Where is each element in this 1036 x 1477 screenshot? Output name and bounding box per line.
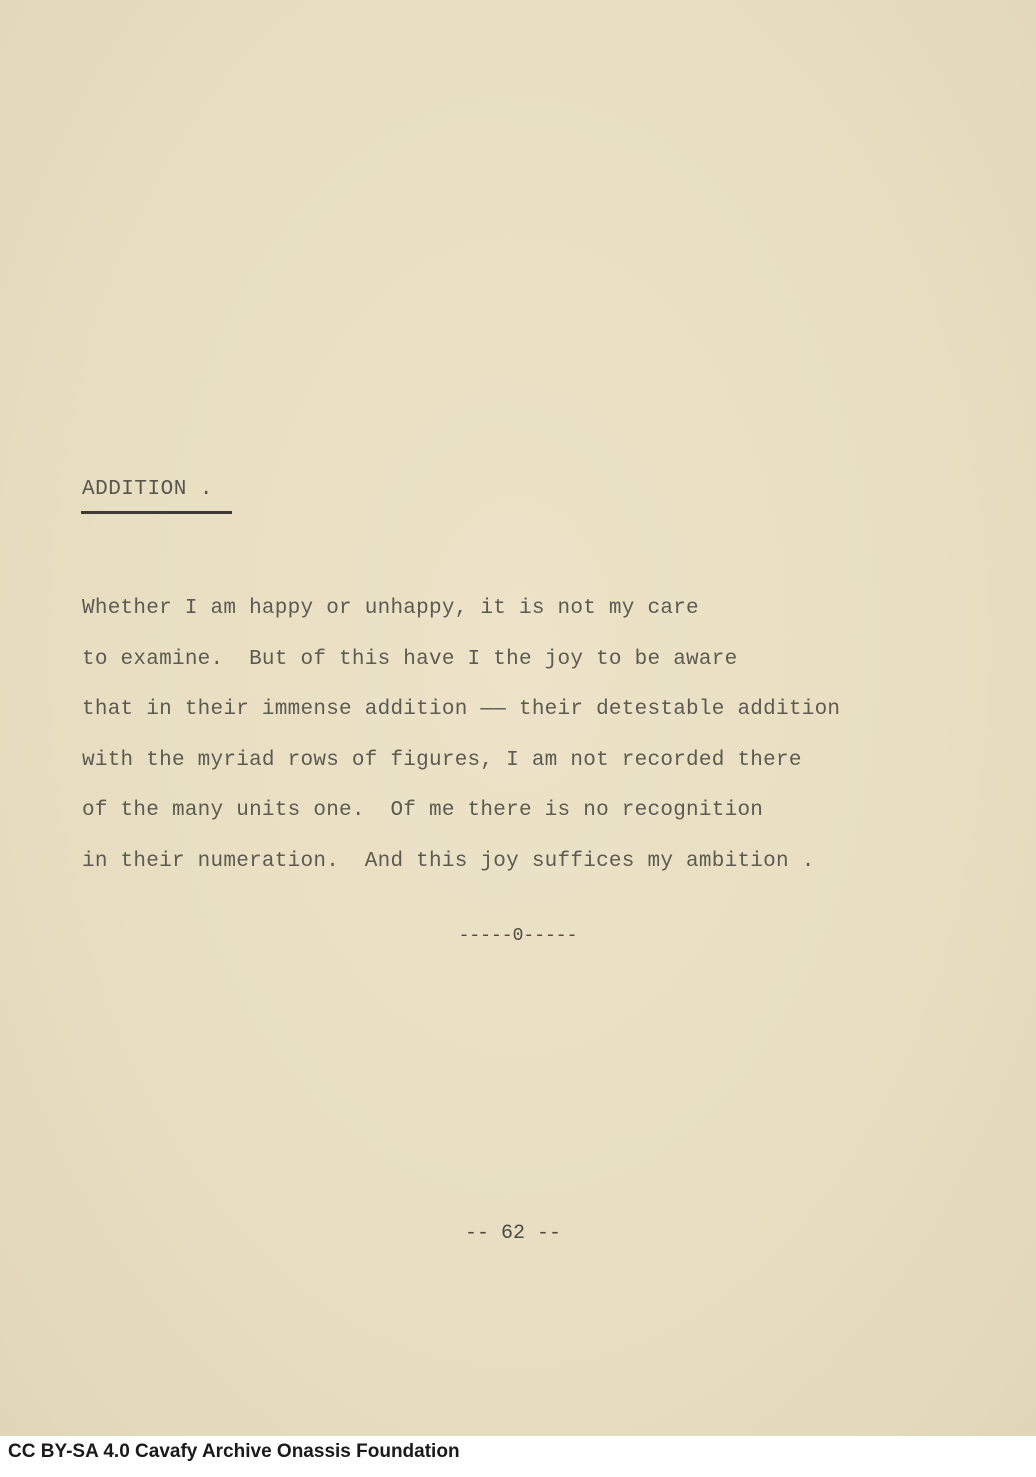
license-credit: CC BY-SA 4.0 Cavafy Archive Onassis Foundation (8, 1441, 460, 1462)
title-underline (81, 511, 232, 514)
poem-line: to examine. But of this have I the joy to be aware (82, 647, 738, 671)
poem-line: Whether I am happy or unhappy, it is not my care (82, 597, 699, 620)
section-separator: -----0----- (458, 926, 578, 946)
poem-title: ADDITION . (82, 478, 214, 501)
poem-line: with the myriad rows of figures, I am not recorded there (82, 748, 802, 772)
poem-line: of the many units one. Of me there is no recognition (82, 799, 764, 822)
poem-line: in their numeration. And this joy suffices my ambition . (82, 849, 815, 873)
poem-body (82, 598, 840, 901)
page-number: -- 62 -- (464, 1222, 561, 1245)
poem-line: that in their immense addition —— their detestable addition (82, 698, 841, 721)
